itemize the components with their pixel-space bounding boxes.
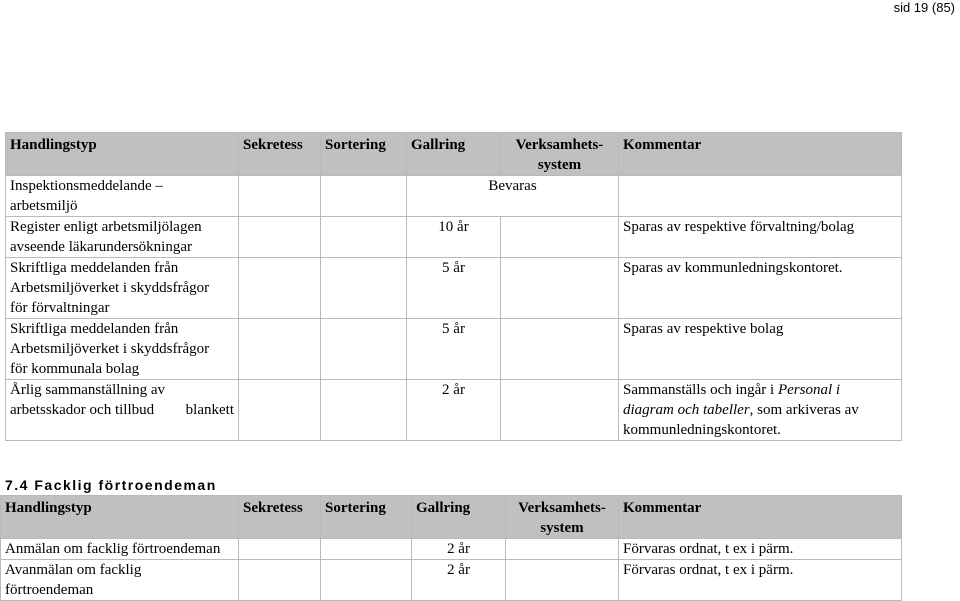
- table-row: [1, 539, 902, 560]
- cell-text-italic: Personal i: [777, 382, 841, 398]
- header-sortering: Sortering: [321, 133, 407, 176]
- cell-text: arbetsmiljö: [10, 198, 78, 214]
- table-row: [6, 258, 902, 319]
- records-table-arbetsmiljo: [5, 132, 902, 441]
- cell-text: Skriftliga meddelanden från: [10, 321, 179, 337]
- header-gallring: Gallring: [412, 496, 506, 539]
- cell-gallring: Bevaras: [407, 176, 619, 217]
- cell-verksamhetssystem: [501, 380, 619, 441]
- cell-text: Skriftliga meddelanden från: [10, 260, 179, 276]
- cell-sortering: [321, 217, 407, 258]
- table-row: [6, 217, 902, 258]
- cell-sekretess: [239, 176, 321, 217]
- cell-gallring: 2 år: [412, 539, 506, 560]
- cell-verksamhetssystem: [506, 560, 619, 601]
- cell-verksamhetssystem: [506, 539, 619, 560]
- table-row: [6, 380, 902, 441]
- cell-sortering: [321, 380, 407, 441]
- page-number: sid 19 (85): [893, 0, 955, 15]
- header-handlingstyp: Handlingstyp: [6, 133, 239, 176]
- cell-verksamhetssystem: [501, 319, 619, 380]
- cell-sekretess: [239, 319, 321, 380]
- cell-sekretess: [239, 258, 321, 319]
- cell-sortering: [321, 560, 412, 601]
- cell-handlingstyp: [6, 319, 239, 380]
- cell-text-blankett: blankett: [185, 402, 234, 418]
- cell-sortering: [321, 319, 407, 380]
- cell-text: Årlig sammanställning av: [10, 382, 165, 398]
- header-verksamhetssystem-line1: Verksamhets-: [515, 137, 604, 153]
- header-handlingstyp: Handlingstyp: [1, 496, 239, 539]
- cell-kommentar: Förvaras ordnat, t ex i pärm.: [619, 539, 902, 560]
- header-verksamhetssystem: [506, 496, 619, 539]
- cell-text: Register enligt arbetsmiljölagen: [10, 219, 202, 235]
- cell-kommentar: [619, 176, 902, 217]
- table-header-row: [1, 496, 902, 539]
- cell-text: kommunledningskontoret.: [623, 422, 781, 438]
- cell-sortering: [321, 539, 412, 560]
- header-kommentar: Kommentar: [619, 496, 902, 539]
- cell-sekretess: [239, 539, 321, 560]
- header-verksamhetssystem-line1: Verksamhets-: [518, 500, 606, 516]
- cell-kommentar: Förvaras ordnat, t ex i pärm.: [619, 560, 902, 601]
- table-row: [6, 176, 902, 217]
- cell-handlingstyp: [6, 380, 239, 441]
- cell-sortering: [321, 258, 407, 319]
- cell-sekretess: [239, 380, 321, 441]
- table-header-row: [6, 133, 902, 176]
- cell-text: , som arkiveras av: [749, 402, 859, 418]
- table-row: [1, 560, 902, 601]
- cell-text: för förvaltningar: [10, 300, 110, 316]
- cell-text: för kommunala bolag: [10, 361, 140, 377]
- cell-text: avseende läkarundersökningar: [10, 239, 193, 255]
- cell-text: Inspektionsmeddelande –: [10, 178, 163, 194]
- cell-kommentar: Sparas av kommunledningskontoret.: [619, 258, 902, 319]
- cell-gallring: 5 år: [407, 258, 501, 319]
- records-table-facklig: [0, 495, 902, 601]
- cell-text-italic: diagram och tabeller: [623, 402, 750, 418]
- header-gallring: Gallring: [407, 133, 501, 176]
- cell-gallring: 2 år: [407, 380, 501, 441]
- cell-text: förtroendeman: [5, 582, 94, 598]
- header-sekretess: Sekretess: [239, 496, 321, 539]
- cell-verksamhetssystem: [501, 258, 619, 319]
- cell-handlingstyp: Anmälan om facklig förtroendeman: [1, 539, 239, 560]
- cell-kommentar: Sparas av respektive bolag: [619, 319, 902, 380]
- cell-gallring: 5 år: [407, 319, 501, 380]
- cell-sekretess: [239, 217, 321, 258]
- cell-handlingstyp: [6, 258, 239, 319]
- header-verksamhetssystem-line2: system: [537, 157, 582, 173]
- cell-handlingstyp: [6, 176, 239, 217]
- section-heading: 7.4 Facklig förtroendeman: [5, 477, 217, 493]
- cell-sortering: [321, 176, 407, 217]
- header-verksamhetssystem: [501, 133, 619, 176]
- table-row: [6, 319, 902, 380]
- cell-text: arbetsskador och tillbud: [10, 402, 155, 418]
- header-verksamhetssystem-line2: system: [540, 520, 584, 536]
- cell-text: Arbetsmiljöverket i skyddsfrågor: [10, 280, 210, 296]
- cell-handlingstyp: [6, 217, 239, 258]
- cell-handlingstyp: [1, 560, 239, 601]
- cell-gallring: 10 år: [407, 217, 501, 258]
- cell-sekretess: [239, 560, 321, 601]
- cell-gallring: 2 år: [412, 560, 506, 601]
- header-sortering: Sortering: [321, 496, 412, 539]
- cell-kommentar: [619, 380, 902, 441]
- header-sekretess: Sekretess: [239, 133, 321, 176]
- header-kommentar: Kommentar: [619, 133, 902, 176]
- cell-verksamhetssystem: [501, 217, 619, 258]
- cell-text: Sammanställs och ingår i: [623, 382, 778, 398]
- cell-text: Avanmälan om facklig: [5, 562, 142, 578]
- cell-text: Arbetsmiljöverket i skyddsfrågor: [10, 341, 210, 357]
- cell-kommentar: Sparas av respektive förvaltning/bolag: [619, 217, 902, 258]
